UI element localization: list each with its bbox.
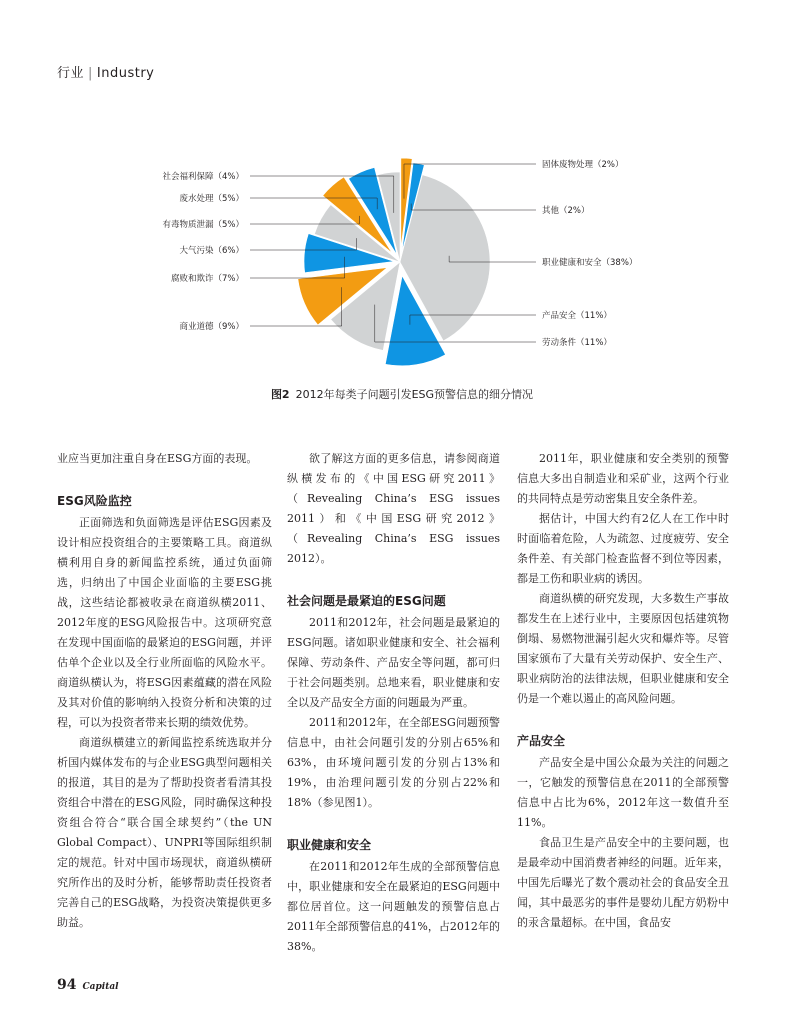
pie-slice-label: 腐败和欺诈（7%）: [171, 274, 244, 284]
pie-slice-label: 废水处理（5%）: [179, 194, 244, 204]
paragraph: 商道纵横建立的新闻监控系统选取并分析国内媒体发布的与企业ESG典型问题相关的报道，其目的是为了帮助投资者看清其投资组合中潜在的ESG风险，同时确保这种投资组合符合“联合国全球契约”（the UN Global Compact）、UNPRI等国际组织制定的规范。针对中国市场现状，商道纵横研究所作出的及时分析，能够帮助责任投资者完善自己的ESG战略，为投资决策提供更多助益。: [57, 736, 272, 929]
column-2: [287, 449, 500, 957]
section-heading: 社会问题是最紧迫的ESG问题: [287, 594, 446, 608]
paragraph: 业应当更加注重自身在ESG方面的表现。: [57, 452, 258, 465]
pie-slice-label: 社会福利保障（4%）: [162, 172, 244, 182]
pie-leader-line: [410, 315, 536, 325]
figure-caption: [0, 386, 804, 402]
page-number: 94: [57, 977, 77, 993]
section-header: [57, 62, 154, 81]
paragraph: 食品卫生是产品安全中的主要问题，也是最牵动中国消费者神经的问题。近年来，中国先后曝光了数个震动社会的食品安全丑闻，其中最恶劣的事件是婴幼儿配方奶粉中的汞含量超标。在中国，食品安: [517, 836, 729, 929]
paragraph: 2011年，职业健康和安全类别的预警信息大多出自制造业和采矿业，这两个行业的共同特点是劳动密集且安全条件差。: [517, 452, 729, 505]
pie-slice-label: 有毒物质泄漏（5%）: [162, 220, 244, 230]
pie-slice-label: 固体废物处理（2%）: [542, 160, 624, 170]
pie-slice-label: 商业道德（9%）: [179, 322, 244, 332]
pie-slice-label: 产品安全（11%）: [542, 311, 612, 321]
figure-number: 图2: [270, 388, 290, 401]
paragraph: 在2011和2012年生成的全部预警信息中，职业健康和安全在最紧迫的ESG问题中都位居首位。这一问题触发的预警信息占2011年全部预警信息的41%，占2012年的38%。: [287, 860, 500, 953]
section-heading: 产品安全: [517, 734, 566, 748]
magazine-name: Capital: [82, 982, 119, 992]
pie-slice-label: 其他（2%）: [542, 206, 590, 216]
paragraph: 欲了解这方面的更多信息，请参阅商道纵横发布的《中国ESG研究2011》（Revealing China’s ESG issues 2011）和《中国ESG研究2012》（Revealing China’s ESG issues 2012）。: [287, 452, 500, 565]
paragraph: 商道纵横的研究发现，大多数生产事故都发生在上述行业中，主要原因包括建筑物倒塌、易燃物泄漏引起火灾和爆炸等。尽管国家颁布了大量有关劳动保护、安全生产、职业病防治的法律法规，但职业健康和安全仍是一个难以遏止的高风险问题。: [517, 592, 729, 705]
paragraph: 产品安全是中国公众最为关注的问题之一，它触发的预警信息在2011的全部预警信息中占比为6%，2012年这一数值升至11%。: [517, 756, 729, 829]
paragraph: 2011和2012年，社会问题是最紧迫的ESG问题。诸如职业健康和安全、社会福利保障、劳动条件、产品安全等问题，都可归于社会问题类别。总地来看，职业健康和安全以及产品安全方面的问题最为严重。: [287, 616, 500, 709]
paragraph: 2011和2012年，在全部ESG问题预警信息中，由社会问题引发的分别占65%和63%，由环境问题引发的分别占13%和19%，由治理问题引发的分别占22%和18%（参见图1）。: [287, 716, 500, 809]
pie-slice-label: 职业健康和安全（38%）: [542, 258, 638, 268]
pie-slice-label: 劳动条件（11%）: [542, 338, 612, 348]
section-category: Industry: [96, 66, 155, 81]
pie-chart: [0, 140, 804, 380]
figure-caption-text: 2012年每类子问题引发ESG预警信息的细分情况: [295, 388, 534, 401]
paragraph: 据估计，中国大约有2亿人在工作中时时面临着危险，人为疏忽、过度疲劳、安全条件差、有关部门检查监督不到位等因素，都是工伤和职业病的诱因。: [517, 512, 729, 585]
section-name: 行业: [57, 66, 85, 81]
paragraph: 正面筛选和负面筛选是评估ESG因素及设计相应投资组合的主要策略工具。商道纵横利用自身的新闻监控系统，通过负面筛选，归纳出了中国企业面临的主要ESG挑战，这些结论都被收录在商道纵横2011、2012年度的ESG风险报告中。这项研究意在发现中国面临的最紧迫的ESG问题，并评估单个企业以及全行业所面临的风险水平。商道纵横认为，将ESG因素蕴藏的潜在风险及其对价值的影响纳入投资分析和决策的过程，可以为投资者带来长期的绩效优势。: [57, 516, 272, 729]
column-1: [57, 449, 272, 933]
section-heading: ESG风险监控: [57, 494, 132, 508]
section-heading: 职业健康和安全: [287, 838, 372, 852]
header-separator: |: [88, 66, 93, 81]
column-3: [517, 449, 729, 933]
page-footer: [57, 977, 119, 993]
pie-slice-label: 大气污染（6%）: [179, 246, 244, 256]
